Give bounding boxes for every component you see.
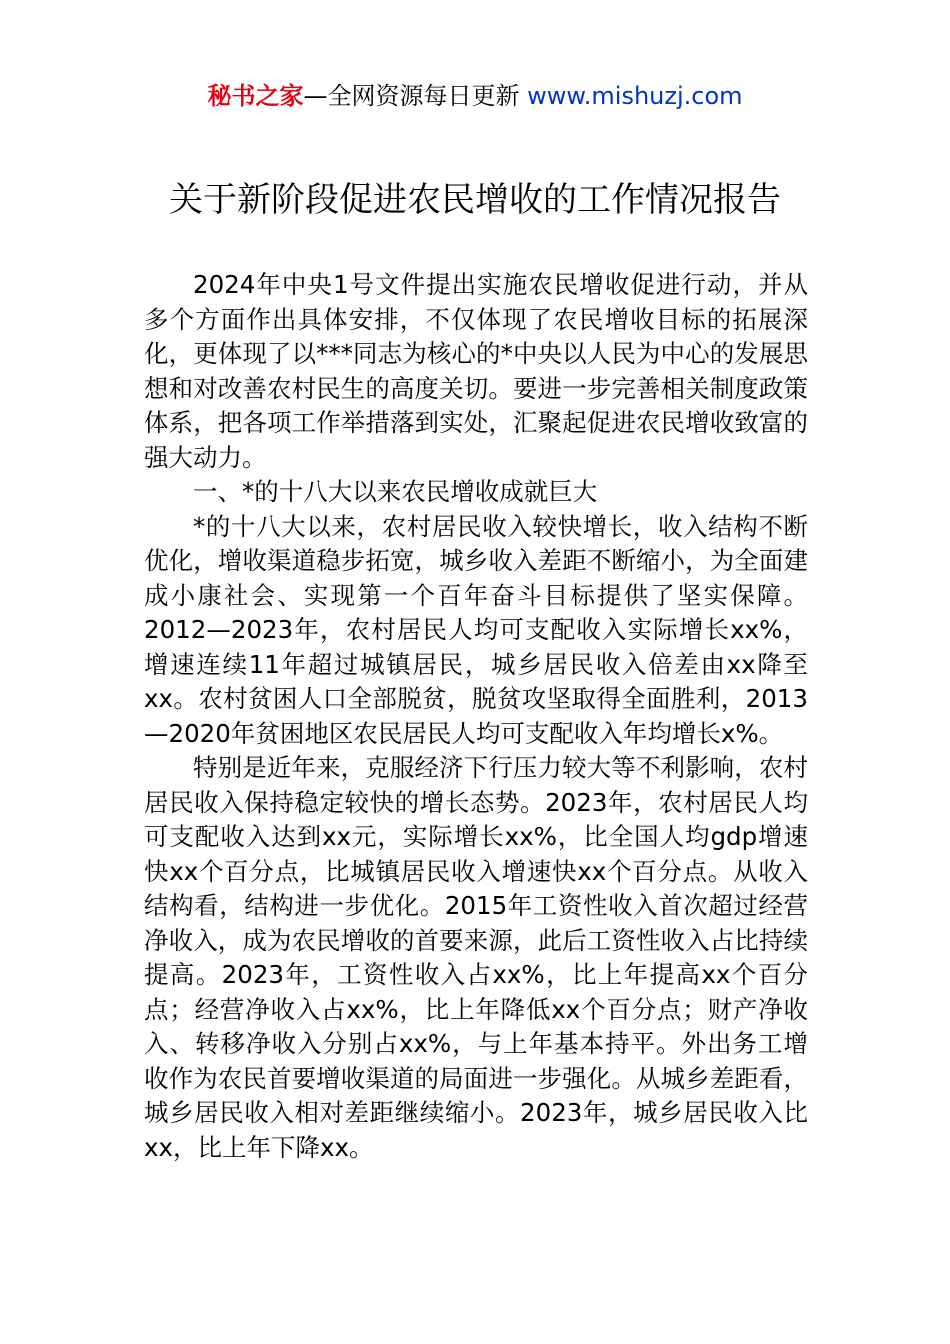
site-brand: 秘书之家	[207, 82, 304, 110]
paragraph-intro: 2024年中央1号文件提出实施农民增收促进行动，并从多个方面作出具体安排，不仅体现了农民增收目标的拓展深化，更体现了以***同志为核心的*中央以人民为中心的发展思想和对改善农村民生的高度关切。要进一步完善相关制度政策体系，把各项工作举措落到实处，汇聚起促进农民增收致富的强大动力。	[144, 270, 808, 472]
site-header	[0, 78, 950, 114]
document-title: 关于新阶段促进农民增收的工作情况报告	[169, 180, 781, 220]
site-tagline: —全网资源每日更新	[303, 82, 520, 110]
paragraph-achievements: *的十八大以来，农村居民收入较快增长，收入结构不断优化，增收渠道稳步拓宽，城乡收入差距不断缩小，为全面建成小康社会、实现第一个百年奋斗目标提供了坚实保障。2012—2023年，农村居民人均可支配收入实际增长xx%，增速连续11年超过城镇居民，城乡居民收入倍差由xx降至xx。农村贫困人口全部脱贫，脱贫攻坚取得全面胜利，2013—2020年贫困地区农民居民人均可支配收入年均增长x%。	[144, 511, 808, 748]
site-url-link[interactable]: www.mishuzj.com	[527, 82, 743, 110]
section-heading: 一、*的十八大以来农民增收成就巨大	[193, 477, 598, 506]
document-body	[144, 268, 808, 1165]
paragraph-recent-years: 特别是近年来，克服经济下行压力较大等不利影响，农村居民收入保持稳定较快的增长态势。2023年，农村居民人均可支配收入达到xx元，实际增长xx%，比全国人均gdp增速快xx个百分点，比城镇居民收入增速快xx个百分点。从收入结构看，结构进一步优化。2015年工资性收入首次超过经营净收入，成为农民增收的首要来源，此后工资性收入占比持续提高。2023年，工资性收入占xx%，比上年提高xx个百分点；经营净收入占xx%，比上年降低xx个百分点；财产净收入、转移净收入分别占xx%，与上年基本持平。外出务工增收作为农民首要增收渠道的局面进一步强化。从城乡差距看，城乡居民收入相对差距继续缩小。2023年，城乡居民收入比xx，比上年下降xx。	[144, 753, 808, 1162]
